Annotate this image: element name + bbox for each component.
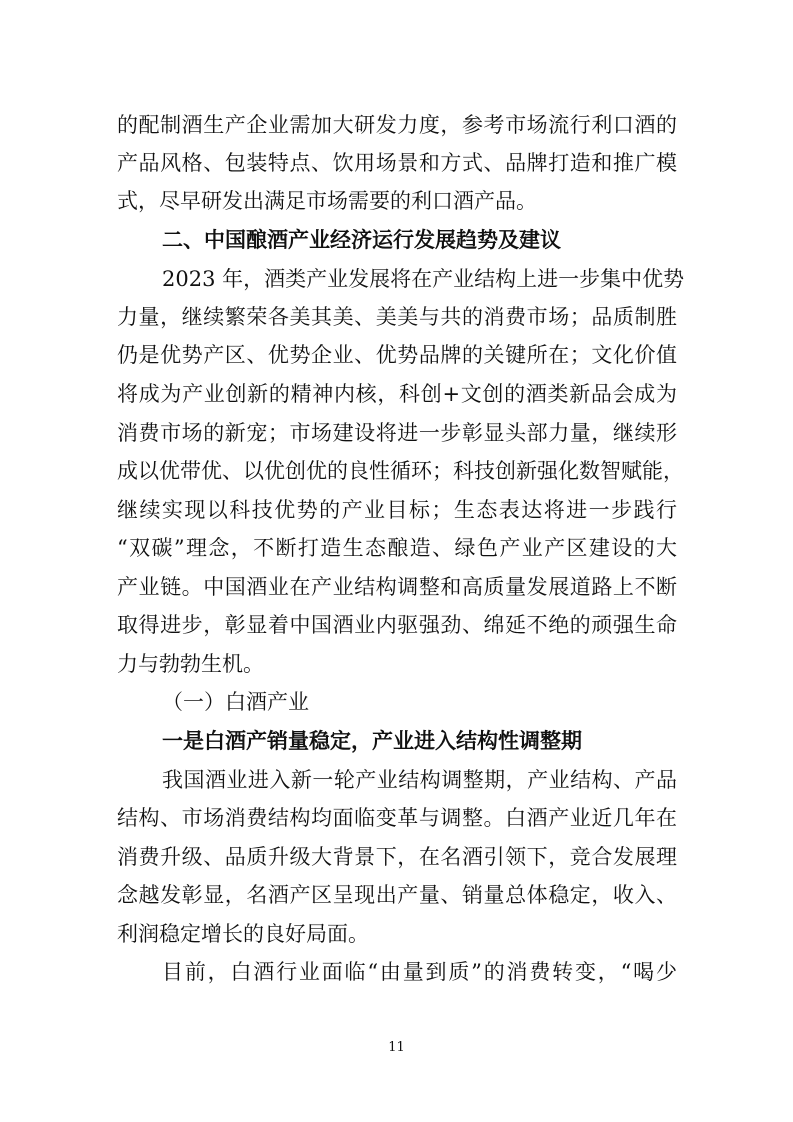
body-text-line: 将成为产业创新的精神内核，科创+文创的酒类新品会成为 <box>117 382 677 406</box>
body-text-line: 结构、市场消费结构均面临变革与调整。白酒产业近几年在 <box>117 806 677 830</box>
page-number: 11 <box>388 1040 405 1055</box>
section-heading: 二、中国酿酒产业经济运行发展趋势及建议 <box>162 228 561 252</box>
body-text-line: 成以优带优、以优创优的良性循环；科技创新强化数智赋能， <box>117 459 684 483</box>
body-text-line: 2023 年，酒类产业发展将在产业结构上进一步集中优势 <box>162 267 685 291</box>
body-text-line: “双碳”理念，不断打造生态酿造、绿色产业产区建设的大 <box>117 536 677 560</box>
body-text-line: 力与勃勃生机。 <box>117 652 264 676</box>
body-text-line: 消费市场的新宠；市场建设将进一步彰显头部力量，继续形 <box>117 421 677 445</box>
body-text-line: 式，尽早研发出满足市场需要的利口酒产品。 <box>117 189 537 213</box>
subsection-heading: （一）白酒产业 <box>162 690 309 714</box>
body-text-line: 力量，继续繁荣各美其美、美美与共的消费市场；品质制胜 <box>117 305 677 329</box>
body-text-line: 产品风格、包装特点、饮用场景和方式、品牌打造和推广模 <box>117 151 677 175</box>
point-heading: 一是白酒产销量稳定，产业进入结构性调整期 <box>162 729 582 753</box>
body-text-line: 消费升级、品质升级大背景下，在名酒引领下，竞合发展理 <box>117 845 677 869</box>
body-text-line: 目前，白酒行业面临“由量到质”的消费转变，“喝少 <box>162 960 677 984</box>
body-text-line: 仍是优势产区、优势企业、优势品牌的关键所在；文化价值 <box>117 343 677 367</box>
body-text-line: 继续实现以科技优势的产业目标；生态表达将进一步践行 <box>117 498 677 522</box>
body-text-line: 念越发彰显，名酒产区呈现出产量、销量总体稳定，收入、 <box>117 883 677 907</box>
body-text-line: 取得进步，彰显着中国酒业内驱强劲、绵延不绝的顽强生命 <box>117 613 677 637</box>
body-text-line: 的配制酒生产企业需加大研发力度，参考市场流行利口酒的 <box>117 113 677 137</box>
body-text-line: 利润稳定增长的良好局面。 <box>117 922 369 946</box>
body-text-line: 我国酒业进入新一轮产业结构调整期，产业结构、产品 <box>162 768 677 792</box>
body-text-line: 产业链。中国酒业在产业结构调整和高质量发展道路上不断 <box>117 575 677 599</box>
